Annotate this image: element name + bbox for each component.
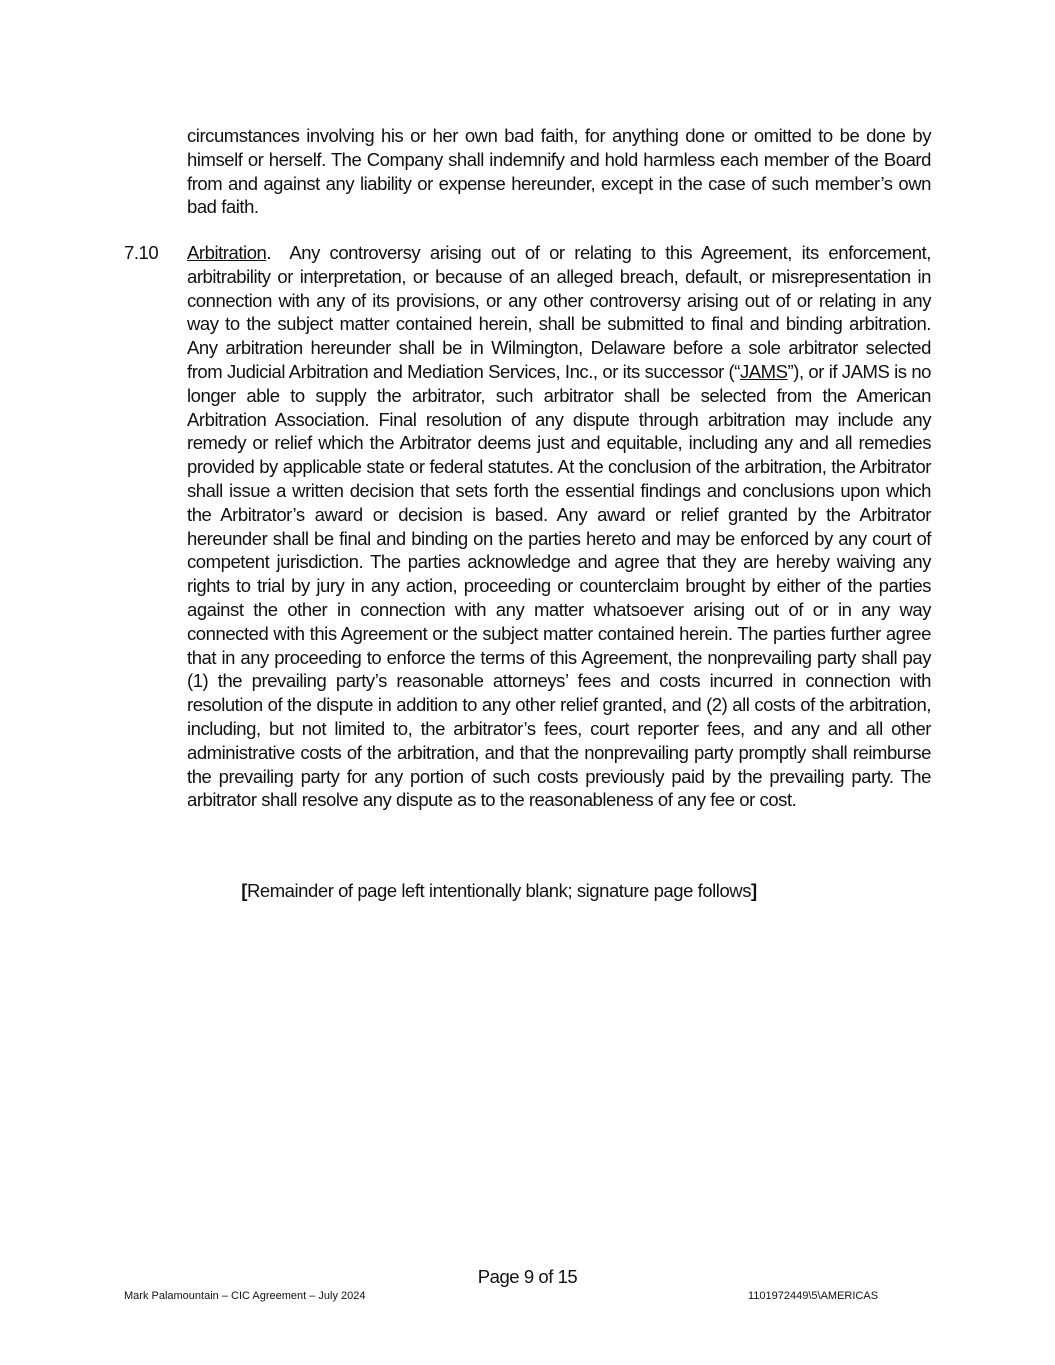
- defined-term-jams: JAMS: [739, 360, 788, 382]
- open-bracket: [: [241, 880, 247, 901]
- page-number: Page 9 of 15: [477, 1266, 578, 1287]
- footer-document-title: Mark Palamountain – CIC Agreement – July 2024: [124, 1290, 366, 1302]
- arbitration-body-part-1: Any controversy arising out of or relating to this Agreement, its enforcement, arbitrability or interpretation, or because of an alleged breach, default, or misrepresentation in connection with any of its provisions, or any other controversy arising out of or relating in any way to the subject matter contained herein, shall be submitted to final and binding arbitration. Any arbitration hereunder shall be in Wilmington, Delaware before a sole arbitrator selected from Judicial Arbitration and Mediation Services, Inc., or its successor (“: [187, 242, 931, 382]
- remainder-text: Remainder of page left intentionally blank; signature page follows: [246, 880, 752, 901]
- section-number: 7.10: [124, 242, 159, 263]
- arbitration-body-part-2: ”), or if JAMS is no longer able to supply the arbitrator, such arbitrator shall be selected from the American Arbitration Association. Final resolution of any dispute through arbitration may include any remedy or relief which the Arbitrator deems just and equitable, including any and all remedies provided by applicable state or federal statutes. At the conclusion of the arbitration, the Arbitrator shall issue a written decision that sets forth the essential findings and conclusions upon which the Arbitrator’s award or decision is based. Any award or relief granted by the Arbitrator hereunder shall be final and binding on the parties hereto and may be enforced by any court of competent jurisdiction. The parties acknowledge and agree that they are hereby waiving any rights to trial by jury in any action, proceeding or counterclaim brought by either of the parties against the other in connection with any matter whatsoever arising out of or in any way connected with this Agreement or the subject matter contained herein. The parties further agree that in any proceeding to enforce the terms of this Agreement, the nonprevailing party shall pay (1) the prevailing party’s reasonable attorneys’ fees and costs incurred in connection with resolution of the dispute in addition to any other relief granted, and (2) all costs of the arbitration, including, but not limited to, the arbitrator’s fees, court reporter fees, and any and all other administrative costs of the arbitration, and that the nonprevailing party promptly shall reimburse the prevailing party for any portion of such costs previously paid by the prevailing party. The arbitrator shall resolve any dispute as to the reasonableness of any fee or cost.: [187, 360, 932, 811]
- close-bracket: ]: [751, 880, 757, 901]
- footer-document-id: 1101972449\5\AMERICAS: [748, 1290, 879, 1302]
- remainder-note: [187, 879, 931, 903]
- arbitration-paragraph: [187, 241, 931, 812]
- heading-punctuation: .: [266, 242, 290, 263]
- continuation-paragraph: circumstances involving his or her own bad faith, for anything done or omitted to be done by himself or herself. The Company shall indemnify and hold harmless each member of the Board from and against any liability or expense hereunder, except in the case of such member’s own bad faith.: [187, 125, 931, 218]
- section-heading: Arbitration: [187, 242, 267, 263]
